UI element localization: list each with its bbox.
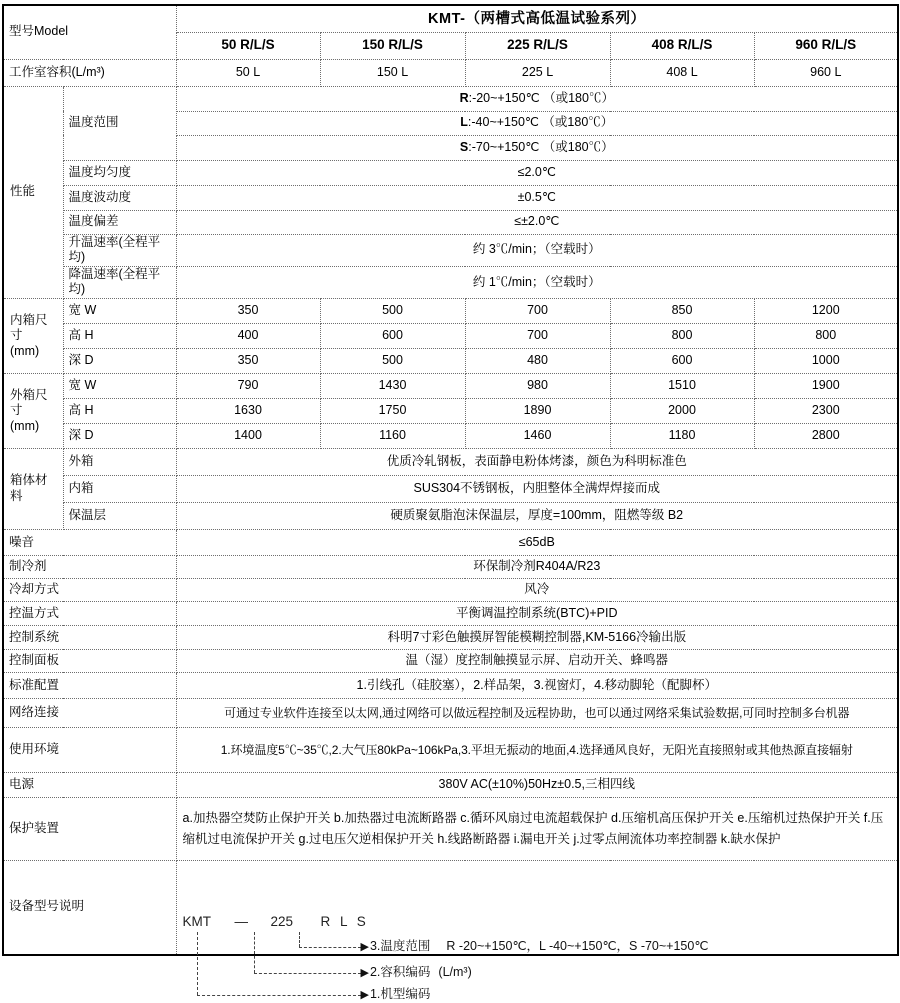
model-label: 型号Model xyxy=(3,5,176,59)
diagram-item-title: 2.容积编码 xyxy=(369,965,431,980)
dim-value: 350 xyxy=(176,299,320,324)
cooling-label: 冷却方式 xyxy=(3,579,176,602)
temp-range-text: :-20~+150℃ （或180℃） xyxy=(468,90,614,105)
dim-value: 1890 xyxy=(465,399,610,424)
dim-value: 1460 xyxy=(465,424,610,449)
dim-value: 600 xyxy=(610,349,754,374)
perf-row-label: 温度均匀度 xyxy=(63,160,176,185)
noise-label: 噪音 xyxy=(3,530,176,556)
perf-row-value: ≤±2.0℃ xyxy=(176,210,898,234)
temp-range-prefix: S xyxy=(459,139,469,154)
perf-row-label: 温度波动度 xyxy=(63,185,176,210)
dim-value: 500 xyxy=(320,349,465,374)
refrigerant-value: 环保制冷剂R404A/R23 xyxy=(176,556,898,579)
dim-value: 800 xyxy=(610,324,754,349)
dim-value: 980 xyxy=(465,374,610,399)
model-header: 50 R/L/S xyxy=(176,32,320,59)
model-header: 408 R/L/S xyxy=(610,32,754,59)
diagram-drop-line-brand xyxy=(197,932,198,995)
dim-value: 1160 xyxy=(320,424,465,449)
dim-value: 790 xyxy=(176,374,320,399)
spec-table xyxy=(2,4,899,1002)
temp-range-l xyxy=(176,111,898,135)
temp-range-text: :-70~+150℃ （或180℃） xyxy=(468,139,614,154)
dim-value: 2300 xyxy=(754,399,898,424)
control-system-label: 控制系统 xyxy=(3,626,176,650)
perf-row-value: 约 3℃/min；（空载时） xyxy=(176,234,898,266)
dim-value: 1750 xyxy=(320,399,465,424)
environment-label: 使用环境 xyxy=(3,728,176,773)
protection-value: a.加热器空焚防止保护开关 b.加热器过电流断路器 c.循环风扇过电流超载保护 d.压缩机高压保护开关 e.压缩机过热保护开关 f.压缩机过电流保护开关 g.过电压欠逆相保护开关 h.线路断路器 i.漏电开关 j.过零点闸流体功率控制器 k.缺水保护 xyxy=(176,798,898,861)
arrow-right-icon: ▶ xyxy=(360,941,369,954)
dim-row-label: 宽 W xyxy=(63,299,176,324)
volume-value: 50 L xyxy=(176,59,320,86)
perf-row-value: ±0.5℃ xyxy=(176,185,898,210)
volume-value: 408 L xyxy=(610,59,754,86)
dim-row-label: 深 D xyxy=(63,424,176,449)
control-system-value: 科明7寸彩色触摸屏智能模糊控制器,KM-5166冷输出版 xyxy=(176,626,898,650)
temp-control-label: 控温方式 xyxy=(3,602,176,626)
perf-row-value: ≤2.0℃ xyxy=(176,160,898,185)
control-panel-label: 控制面板 xyxy=(3,650,176,673)
material-row-value: SUS304不锈钢板，内胆整体全满焊焊接而成 xyxy=(176,476,898,503)
dim-value: 1510 xyxy=(610,374,754,399)
dim-value: 850 xyxy=(610,299,754,324)
diagram-connector-line xyxy=(254,973,361,974)
material-row-value: 优质冷轧钢板，表面静电粉体烤漆，颜色为科明标准色 xyxy=(176,449,898,476)
dim-value: 1400 xyxy=(176,424,320,449)
material-row-label: 保温层 xyxy=(63,503,176,530)
series-title: KMT-（两槽式高低温试验系列） xyxy=(176,5,898,32)
volume-label: 工作室容积(L/m³) xyxy=(3,59,176,86)
model-header: 150 R/L/S xyxy=(320,32,465,59)
temp-range-prefix: R xyxy=(459,90,469,105)
volume-value: 960 L xyxy=(754,59,898,86)
temp-range-r xyxy=(176,86,898,111)
dim-value: 1180 xyxy=(610,424,754,449)
dim-value: 500 xyxy=(320,299,465,324)
dim-value: 1200 xyxy=(754,299,898,324)
refrigerant-label: 制冷剂 xyxy=(3,556,176,579)
model-explain-label: 设备型号说明 xyxy=(3,861,176,955)
network-value: 可通过专业软件连接至以太网,通过网络可以做远程控制及远程协助，也可以通过网络采集试验数据,可同时控制多台机器 xyxy=(176,699,898,728)
material-row-label: 外箱 xyxy=(63,449,176,476)
dim-value: 2800 xyxy=(754,424,898,449)
dim-value: 1430 xyxy=(320,374,465,399)
code-dash: — xyxy=(234,914,249,930)
inner-dims-group-label xyxy=(3,299,63,374)
dim-value: 2000 xyxy=(610,399,754,424)
code-letters: R L S xyxy=(320,914,369,930)
diagram-drop-line-letters xyxy=(299,932,300,947)
diagram-connector-line xyxy=(197,995,361,996)
protection-label: 保护装置 xyxy=(3,798,176,861)
dim-row-label: 宽 W xyxy=(63,374,176,399)
perf-row-label: 温度偏差 xyxy=(63,210,176,234)
dim-value: 1900 xyxy=(754,374,898,399)
material-row-label: 内箱 xyxy=(63,476,176,503)
code-brand: KMT xyxy=(182,914,212,930)
dim-value: 400 xyxy=(176,324,320,349)
dim-row-label: 高 H xyxy=(63,399,176,424)
outer-dims-line1: 外箱尺寸 xyxy=(10,387,48,418)
code-volume: 225 xyxy=(270,914,294,930)
standard-config-value: 1.引线孔（硅胶塞），2.样品架，3.视窗灯，4.移动脚轮（配脚杯） xyxy=(176,673,898,699)
noise-value: ≤65dB xyxy=(176,530,898,556)
dim-value: 1630 xyxy=(176,399,320,424)
temp-range-s xyxy=(176,135,898,160)
temp-range-text: :-40~+150℃ （或180℃） xyxy=(467,115,614,130)
performance-group-label: 性能 xyxy=(3,86,63,299)
power-label: 电源 xyxy=(3,773,176,798)
material-row-value: 硬质聚氨脂泡沫保温层，厚度=100mm，阻燃等级 B2 xyxy=(176,503,898,530)
cooling-value: 风冷 xyxy=(176,579,898,602)
temp-range-label: 温度范围 xyxy=(63,86,176,160)
diagram-item-title: 3.温度范围 xyxy=(369,939,431,954)
volume-value: 150 L xyxy=(320,59,465,86)
outer-dims-group-label xyxy=(3,374,63,449)
perf-row-value: 约 1℃/min；（空载时） xyxy=(176,266,898,298)
diagram-item-title: 1.机型编码 xyxy=(369,987,431,1002)
diagram-item-volume-code xyxy=(361,965,472,981)
environment-value: 1.环境温度5℃~35℃,2.大气压80kPa~106kPa,3.平坦无振动的地面,4.选择通风良好，无阳光直接照射或其他热源直接辐射 xyxy=(176,728,898,773)
model-header: 960 R/L/S xyxy=(754,32,898,59)
model-header: 225 R/L/S xyxy=(465,32,610,59)
dim-value: 800 xyxy=(754,324,898,349)
dim-value: 480 xyxy=(465,349,610,374)
dim-row-label: 深 D xyxy=(63,349,176,374)
temp-range-prefix: L xyxy=(460,115,468,130)
diagram-item-detail: R -20~+150℃，L -40~+150℃，S -70~+150℃ xyxy=(446,939,709,954)
dim-row-label: 高 H xyxy=(63,324,176,349)
dim-value: 700 xyxy=(465,324,610,349)
inner-dims-line2: (mm) xyxy=(10,343,40,358)
power-value: 380V AC(±10%)50Hz±0.5,三相四线 xyxy=(176,773,898,798)
network-label: 网络连接 xyxy=(3,699,176,728)
standard-config-label: 标准配置 xyxy=(3,673,176,699)
dim-value: 350 xyxy=(176,349,320,374)
perf-row-label: 升温速率(全程平均) xyxy=(63,234,176,266)
dim-value: 600 xyxy=(320,324,465,349)
perf-row-label: 降温速率(全程平均) xyxy=(63,266,176,298)
diagram-drop-line-volume xyxy=(254,932,255,973)
diagram-item-machine-code xyxy=(361,987,431,1003)
diagram-item-detail: (L/m³) xyxy=(438,965,472,980)
dim-value: 1000 xyxy=(754,349,898,374)
volume-value: 225 L xyxy=(465,59,610,86)
temp-control-value: 平衡调温控制系统(BTC)+PID xyxy=(176,602,898,626)
diagram-item-temp-range xyxy=(361,939,709,955)
model-code-diagram xyxy=(176,861,898,1002)
inner-dims-line1: 内箱尺寸 xyxy=(10,312,48,343)
materials-group-label: 箱体材料 xyxy=(3,449,63,530)
outer-dims-line2: (mm) xyxy=(10,418,40,433)
dim-value: 700 xyxy=(465,299,610,324)
control-panel-value: 温（湿）度控制触摸显示屏、启动开关、蜂鸣器 xyxy=(176,650,898,673)
diagram-connector-line xyxy=(299,947,361,948)
arrow-right-icon: ▶ xyxy=(360,967,369,980)
arrow-right-icon: ▶ xyxy=(360,989,369,1002)
